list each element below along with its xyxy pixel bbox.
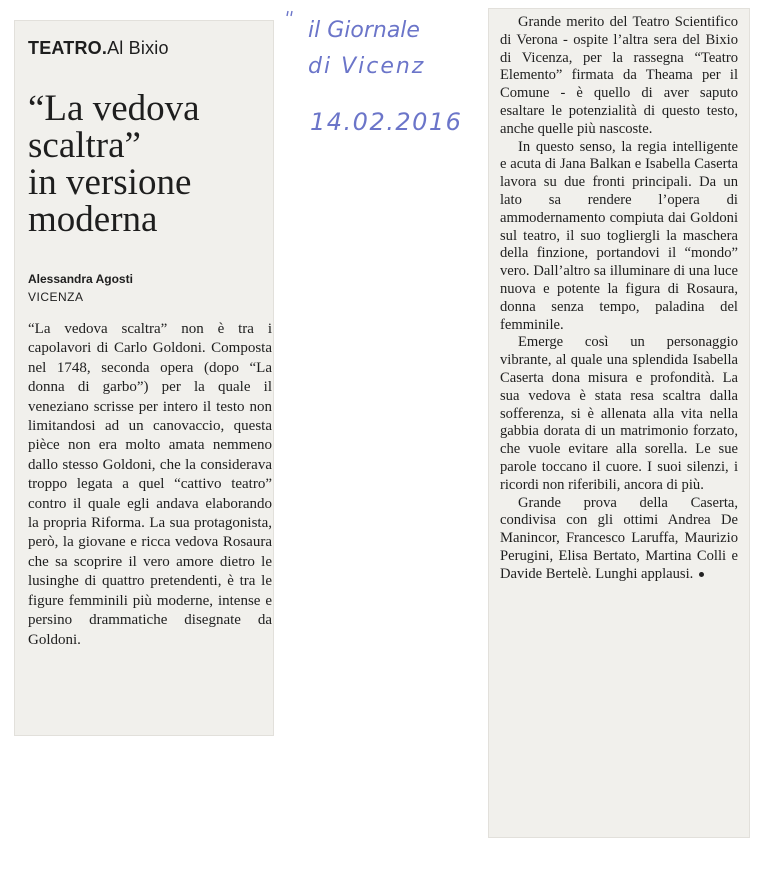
article-title — [28, 90, 268, 238]
right-article-clipping — [488, 8, 750, 838]
title-line: “La vedova — [28, 88, 200, 129]
right-article-body — [500, 14, 738, 584]
handwritten-date: 14.02.2016 — [310, 108, 463, 136]
article-paragraph: Grande merito del Teatro Scientifico di Verona - ospite l’altra sera del Bixio di Vicenza, per la rassegna “Teatro Elemento” firmata da Theama per il Comune - è quello di aver saputo esaltare le potenzialità di questo testo, anche quelle più nascoste. — [500, 14, 738, 137]
article-paragraph: In questo senso, la regia intelligente e acuta di Jana Balkan e Isabella Caserta lavora su due fronti principali. Da un lato sa rendere l’opera di ammodernamento compiuta dai Goldoni sul teatro, il suo togliergli la maschera della finzione, portandovi il “mondo” vero. Dall’altro sa illuminare di una luce nuova e potente la figura di Rosaura, donna senza tempo, paladina del femminile. — [500, 138, 738, 333]
quote-mark-icon — [286, 10, 296, 20]
title-line: in versione — [28, 162, 192, 203]
article-location: VICENZA — [28, 290, 84, 304]
section-label: TEATRO. — [28, 38, 108, 58]
left-article-body: “La vedova scaltra” non è tra i capolavori di Carlo Goldoni. Composta nel 1748, seconda opera (dopo “La donna di garbo”) per la quale il veneziano scrisse per intero il testo non limitandosi ad un canovaccio, questa pièce non era molto amata nemmeno dallo stesso Goldoni, che la considerava troppo legata a quel “cattivo teatro” contro il quale egli andava elaborando la propria Riforma. La sua protagonista, però, la giovane e ricca vedova Rosaura che sa scoprire il vero amore dietro le lusinghe di quattro pretendenti, è tra le figure femminili più moderne, intense e persino drammatiche disegnate da Goldoni. — [28, 321, 272, 648]
handwritten-city: di Vicenz — [308, 54, 426, 79]
article-paragraph-text: Grande prova della Caserta, condivisa con gli ottimi Andrea De Manincor, Francesco Laruffa, Maurizio Perugini, Elisa Bertato, Martina Colli e Davide Bertelè. Lunghi applausi. — [500, 494, 738, 582]
handwritten-publication: il Giornale — [308, 18, 420, 43]
article-paragraph — [500, 495, 738, 584]
article-paragraph: Emerge così un personaggio vibrante, al quale una splendida Isabella Caserta dona misura e profondità. La sua vedova è stata resa scaltra dalla sofferenza, si è allenata alla vita nella gabbia dorata di un matrimonio forzato, che vuole evitare alla sorella. Le sue parole toccano il cuore. I suoi silenzi, i ricordi non riferibili, ancora di più. — [500, 334, 738, 493]
title-line: moderna — [28, 199, 158, 240]
left-article-clipping — [14, 20, 274, 736]
venue-label: Al Bixio — [107, 38, 169, 58]
title-line: scaltra” — [28, 125, 141, 166]
handwritten-note — [300, 8, 480, 148]
end-mark-icon — [699, 572, 704, 577]
article-author: Alessandra Agosti — [28, 272, 133, 286]
article-kicker — [28, 38, 169, 59]
